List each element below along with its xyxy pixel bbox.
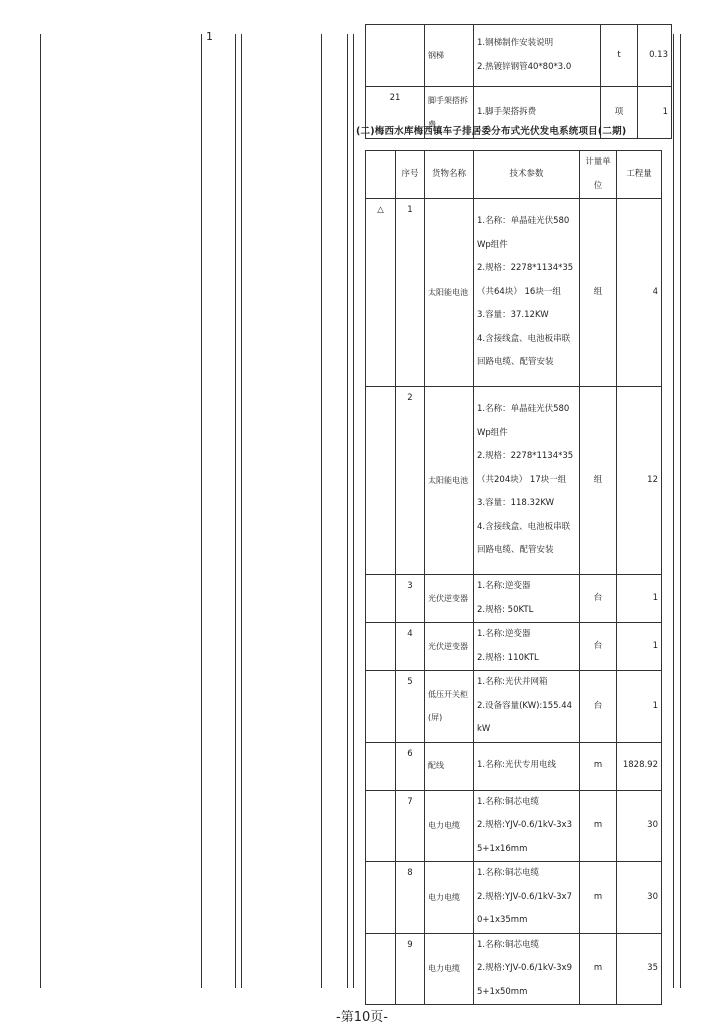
- spec-line: 2.规格:YJV-0.6/1kV-3x70+1x35mm: [477, 891, 572, 925]
- row-unit: 项: [601, 87, 638, 139]
- row-qty: 30: [617, 790, 662, 862]
- row-no: 2: [396, 387, 425, 575]
- table-row: [366, 790, 662, 862]
- row-spec: [474, 387, 580, 575]
- frame-line: [235, 34, 236, 988]
- spec-line: 1.名称:逆变器: [477, 629, 531, 639]
- row-spec: [474, 575, 580, 623]
- row-unit: m: [580, 742, 617, 790]
- row-qty: 4: [617, 199, 662, 387]
- page-number: -第10页-: [336, 1010, 388, 1025]
- row-name: 低压开关柜(屏): [425, 671, 474, 743]
- outer-cell-value: 1: [206, 30, 213, 43]
- frame-line: [201, 34, 202, 988]
- table-row: [366, 387, 662, 575]
- row-qty: 1: [617, 575, 662, 623]
- row-unit: t: [601, 25, 638, 87]
- row-unit: 台: [580, 623, 617, 671]
- header-spec: 技术参数: [474, 151, 580, 199]
- row-mark: [366, 742, 396, 790]
- spec-line: 1.脚手架搭拆费: [477, 106, 537, 117]
- row-mark: [366, 623, 396, 671]
- frame-line: [321, 34, 322, 988]
- row-mark: △: [366, 199, 396, 387]
- header-qty: 工程量: [617, 151, 662, 199]
- top-continuation-table: [365, 24, 672, 139]
- row-no: 1: [396, 199, 425, 387]
- spec-line: 2.规格:YJV-0.6/1kV-3x35+1x16mm: [477, 820, 572, 854]
- spec-line: 1.名称:光伏并网箱: [477, 677, 548, 687]
- header-unit: 计量单位: [580, 151, 617, 199]
- row-unit: m: [580, 933, 617, 1005]
- spec-line: 1.名称:铜芯电缆: [477, 796, 539, 807]
- row-spec: [474, 25, 601, 87]
- row-unit: 台: [580, 575, 617, 623]
- spec-line: 2.设备容量(KW):155.44kW: [477, 700, 573, 734]
- spec-line: 1.名称：单晶硅光伏580Wp组件: [477, 216, 570, 250]
- spec-line: 2.规格:YJV-0.6/1kV-3x95+1x50mm: [477, 963, 572, 997]
- spec-line: 1.名称：单晶硅光伏580Wp组件: [477, 404, 570, 438]
- spec-line: 2.热镀锌钢管40*80*3.0: [477, 61, 572, 72]
- spec-line: 2.规格：2278*1134*35（共204块） 17块一组: [477, 451, 574, 485]
- header-no: 序号: [396, 151, 425, 199]
- row-no: 21: [366, 87, 425, 139]
- frame-line: [673, 34, 674, 988]
- row-mark: [366, 387, 396, 575]
- table-row: [366, 933, 662, 1005]
- row-spec: [474, 790, 580, 862]
- row-name: 电力电缆: [425, 933, 474, 1005]
- row-unit: 组: [580, 199, 617, 387]
- spec-line: 1.名称:光伏专用电线: [477, 760, 556, 771]
- row-spec: [474, 199, 580, 387]
- section-title: (二)梅西水库梅西镇车子排居委分布式光伏发电系统项目(二期): [356, 126, 627, 137]
- spec-line: 1.钢梯制作安装说明: [477, 38, 554, 48]
- spec-line: 2.规格: 50KTL: [477, 604, 534, 615]
- table-row: [366, 742, 662, 790]
- table-row: [366, 575, 662, 623]
- row-no: 4: [396, 623, 425, 671]
- table-row: [366, 671, 662, 743]
- row-qty: 12: [617, 387, 662, 575]
- spec-line: 2.规格: 110KTL: [477, 652, 539, 663]
- row-spec: [474, 933, 580, 1005]
- row-name: 电力电缆: [425, 862, 474, 934]
- row-no: 3: [396, 575, 425, 623]
- row-mark: [366, 575, 396, 623]
- row-spec: [474, 671, 580, 743]
- row-qty: 1: [617, 623, 662, 671]
- row-name: 太阳能电池: [425, 387, 474, 575]
- row-qty: 1: [638, 87, 672, 139]
- bill-of-quantities-table: [365, 150, 662, 1005]
- row-name: 太阳能电池: [425, 199, 474, 387]
- row-name: 脚手架搭拆费: [425, 87, 474, 139]
- table-row: [366, 623, 662, 671]
- row-spec: [474, 862, 580, 934]
- row-name: 配线: [425, 742, 474, 790]
- row-qty: 30: [617, 862, 662, 934]
- row-unit: 台: [580, 671, 617, 743]
- row-unit: 组: [580, 387, 617, 575]
- spec-line: 4.含接线盒、电池板串联回路电缆、配管安装: [477, 521, 571, 556]
- row-no: 7: [396, 790, 425, 862]
- row-mark: [366, 790, 396, 862]
- row-unit: m: [580, 790, 617, 862]
- row-no: 9: [396, 933, 425, 1005]
- spec-line: 1.名称:逆变器: [477, 581, 531, 591]
- row-no: [366, 25, 425, 87]
- header-name: 货物名称: [425, 151, 474, 199]
- frame-line: [40, 34, 41, 988]
- row-no: 6: [396, 742, 425, 790]
- row-name: 光伏逆变器: [425, 575, 474, 623]
- row-spec: [474, 742, 580, 790]
- row-name: 钢梯: [425, 25, 474, 87]
- row-no: 8: [396, 862, 425, 934]
- table-row: [366, 862, 662, 934]
- table-row: [366, 199, 662, 387]
- row-qty: 35: [617, 933, 662, 1005]
- spec-line: 3.容量：118.32KW: [477, 498, 555, 509]
- spec-line: 1.名称:铜芯电缆: [477, 868, 539, 878]
- row-name: 电力电缆: [425, 790, 474, 862]
- row-spec: [474, 623, 580, 671]
- table-header-row: [366, 151, 662, 199]
- spec-line: 1.名称:铜芯电缆: [477, 939, 539, 950]
- header-mark: [366, 151, 396, 199]
- row-qty: 1828.92: [617, 742, 662, 790]
- table-row: [366, 25, 672, 87]
- frame-line: [347, 34, 348, 988]
- row-no: 5: [396, 671, 425, 743]
- row-mark: [366, 862, 396, 934]
- frame-line: [680, 34, 681, 988]
- frame-line: [353, 34, 354, 988]
- row-unit: m: [580, 862, 617, 934]
- row-qty: 1: [617, 671, 662, 743]
- row-mark: [366, 933, 396, 1005]
- row-name: 光伏逆变器: [425, 623, 474, 671]
- row-mark: [366, 671, 396, 743]
- spec-line: 4.含接线盒、电池板串联回路电缆、配管安装: [477, 333, 571, 368]
- frame-line: [241, 34, 242, 988]
- spec-line: 3.容量：37.12KW: [477, 310, 549, 321]
- row-qty: 0.13: [638, 25, 672, 87]
- spec-line: 2.规格：2278*1134*35（共64块） 16块一组: [477, 263, 574, 297]
